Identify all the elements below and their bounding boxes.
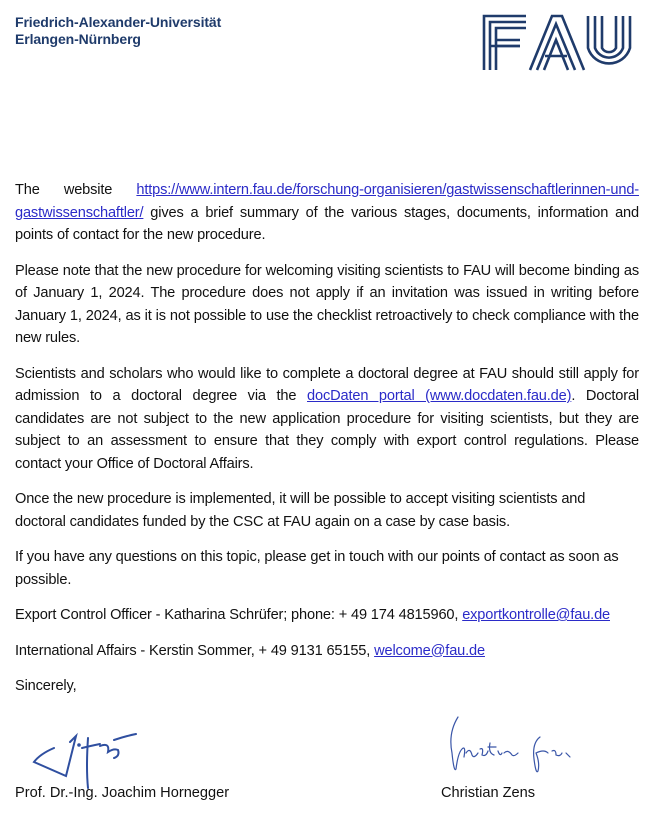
logo-letter-u [588,16,630,63]
contact-text: Export Control Officer - Katharina Schrüfer; phone: + 49 174 4815960, [15,607,463,623]
paragraph-text: Scientists and scholars who would like to complete a doctoral degree at FAU should still apply for admission to a doctoral degree via the [15,365,639,404]
signature-zens [444,713,574,781]
website-link[interactable]: https://www.intern.fau.de/forschung-organisieren/gastwissenschaftlerinnen-und-gastwissenschaftler/ [15,182,639,221]
docdaten-portal-link[interactable]: docDaten portal (www.docdaten.fau.de) [307,388,572,404]
logo-letter-f [484,16,526,70]
letter-body [15,179,639,711]
contact-text: International Affairs - Kerstin Sommer, + 49 9131 65155, [15,642,375,659]
logo-letter-a [530,16,584,70]
signatory-hornegger: Prof. Dr.-Ing. Joachim Hornegger [15,785,230,801]
paragraph-website [15,179,639,247]
paragraph-csc: Once the new procedure is implemented, it will be possible to accept visiting scientists and doctoral candidates funded by the CSC at FAU again on a case by case basis. [15,491,586,530]
paragraph-text: The website [15,182,137,198]
paragraph-doctoral [15,363,639,476]
closing: Sincerely, [15,678,77,694]
paragraph-questions: If you have any questions on this topic, please get in touch with our points of contact as soon as possible. [15,549,619,588]
contact-international-affairs [15,640,639,663]
contact-export-control [15,604,639,627]
signature-hornegger [30,728,140,790]
fau-logo [482,14,632,72]
signatory-zens: Christian Zens [441,785,536,801]
paragraph-text: . Doctoral candidates are not subject to the new application procedure for visiting scientists, but they are subject to an assessment to ensure that they comply with export control regulations. Please contact your Office of Doctoral Affairs. [15,388,640,472]
paragraph-text: gives a brief summary of the various stages, documents, information and points of contact for the new procedure. [15,204,639,243]
university-name [15,14,221,48]
export-control-email-link[interactable]: exportkontrolle@fau.de [462,607,610,623]
paragraph-binding-date: Please note that the new procedure for welcoming visiting scientists to FAU will become binding as of January 1, 2024. The procedure does not apply if an invitation was issued in writing before January 1, 2024, as it is not possible to use the checklist retroactively to check compliance with the new rules. [15,262,639,346]
university-name-line2: Erlangen-Nürnberg [15,31,141,47]
welcome-email-link[interactable]: welcome@fau.de [374,642,485,659]
university-name-line1: Friedrich-Alexander-Universität [15,14,222,30]
